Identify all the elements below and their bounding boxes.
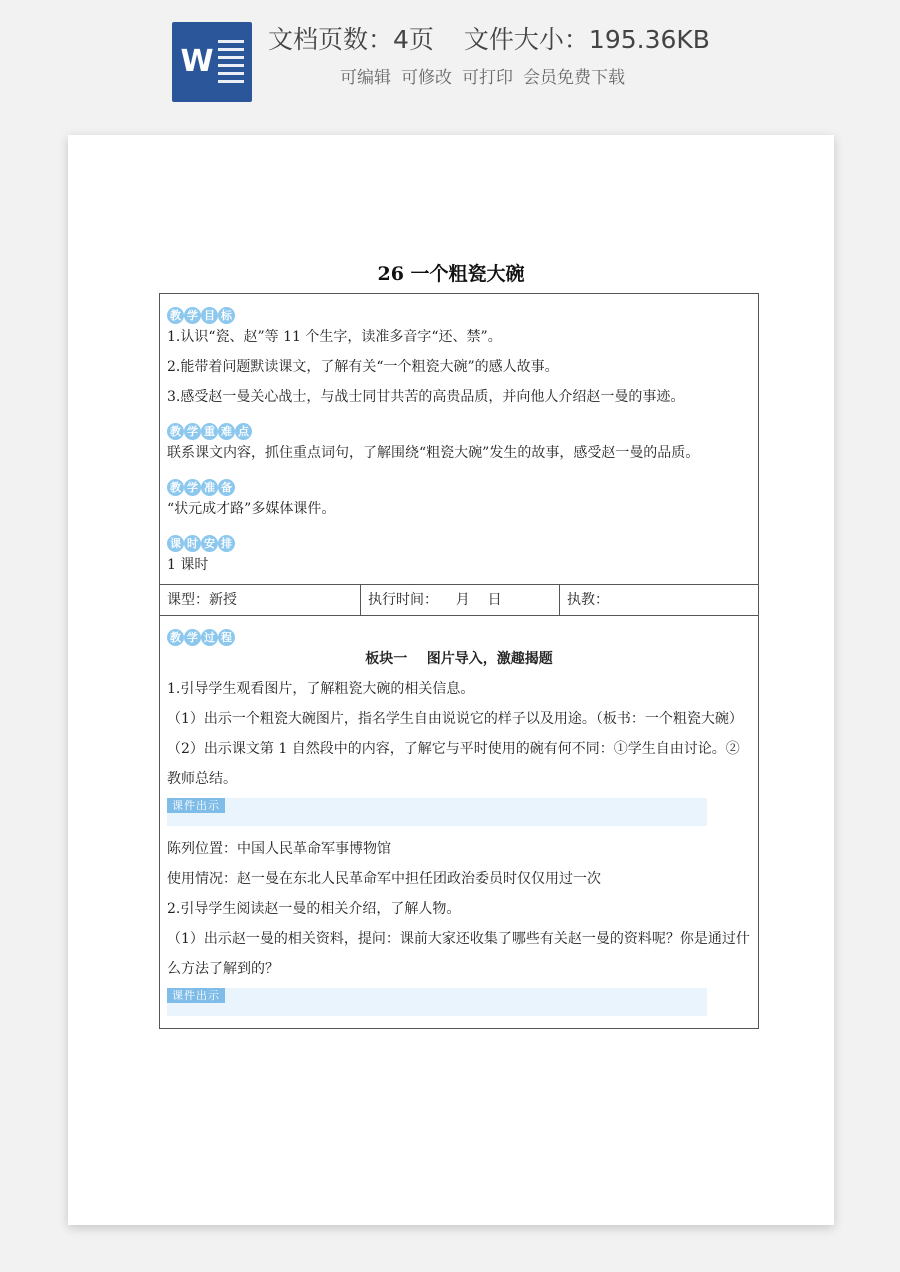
section-badge-keypoints: 教 学 重 难 点 — [167, 418, 252, 436]
lesson-plan-table — [159, 293, 759, 1029]
lesson-info-row — [160, 584, 758, 615]
prep-text: “状元成才路”多媒体课件。 — [167, 501, 336, 517]
section-badge-hours: 课 时 安 排 — [167, 530, 235, 548]
process-paragraph: 使用情况：赵一曼在东北人民革命军中担任团政治委员时仅仅用过一次 — [167, 871, 601, 887]
process-paragraph: （1）出示赵一曼的相关资料，提问：课前大家还收集了哪些有关赵一曼的资料呢？你是通过什么方法了解到的？ — [167, 931, 750, 977]
page-count: 文档页数：4页 — [268, 25, 434, 54]
feature-printable: 可打印 — [462, 68, 513, 88]
process-paragraph: （2）出示课文第 1 自然段中的内容，了解它与平时使用的碗有何不同：①学生自由讨论。②教师总结。 — [167, 741, 740, 787]
process-paragraph: 2.引导学生阅读赵一曼的相关介绍，了解人物。 — [167, 901, 461, 917]
word-icon-lines — [218, 40, 244, 88]
download-banner — [0, 0, 900, 120]
feature-editable: 可编辑 — [340, 68, 391, 88]
section-goals — [160, 294, 758, 584]
goal-item: 2.能带着问题默读课文，了解有关“一个粗瓷大碗”的感人故事。 — [167, 359, 559, 375]
goal-item: 3.感受赵一曼关心战士，与战士同甘共苦的高贵品质，并向他人介绍赵一曼的事迹。 — [167, 389, 685, 405]
process-paragraph: 陈列位置：中国人民革命军事博物馆 — [167, 841, 391, 857]
document-title: 26 一个粗瓷大碗 — [377, 263, 525, 285]
file-size: 文件大小：195.36KB — [463, 25, 710, 54]
goal-item: 1.认识“瓷、赵”等 11 个生字，读准多音字“还、禁”。 — [167, 329, 502, 345]
section-badge-process: 教 学 过 程 — [167, 624, 235, 642]
section-badge-prep: 教 学 准 备 — [167, 474, 235, 492]
feature-list — [340, 64, 625, 92]
lesson-type: 课型：新授 — [167, 592, 237, 608]
process-paragraph: 1.引导学生观看图片，了解粗瓷大碗的相关信息。 — [167, 681, 475, 697]
document-page — [68, 135, 834, 1225]
courseware-tag: 课件出示 — [167, 988, 225, 1003]
courseware-tag: 课件出示 — [167, 798, 225, 813]
feature-member-download: 会员免费下载 — [523, 68, 625, 88]
word-icon-letter: W — [180, 44, 214, 79]
file-info — [268, 20, 710, 60]
lesson-time: 执行时间： 月 日 — [360, 585, 559, 615]
courseware-callout — [167, 798, 707, 826]
courseware-callout — [167, 988, 707, 1016]
section-process — [160, 615, 758, 1028]
section-badge-goals: 教 学 目 标 — [167, 302, 235, 320]
process-paragraph: （1）出示一个粗瓷大碗图片，指名学生自由说说它的样子以及用途。（板书：一个粗瓷大碗） — [167, 711, 743, 727]
keypoints-text: 联系课文内容，抓住重点词句，了解围绕“粗瓷大碗”发生的故事，感受赵一曼的品质。 — [167, 445, 700, 461]
word-icon — [172, 22, 252, 102]
lesson-teacher: 执教： — [559, 585, 758, 615]
feature-modifiable: 可修改 — [401, 68, 452, 88]
block-title: 板块一 图片导入，激趣揭题 — [365, 651, 553, 667]
hours-text: 1 课时 — [167, 557, 209, 573]
